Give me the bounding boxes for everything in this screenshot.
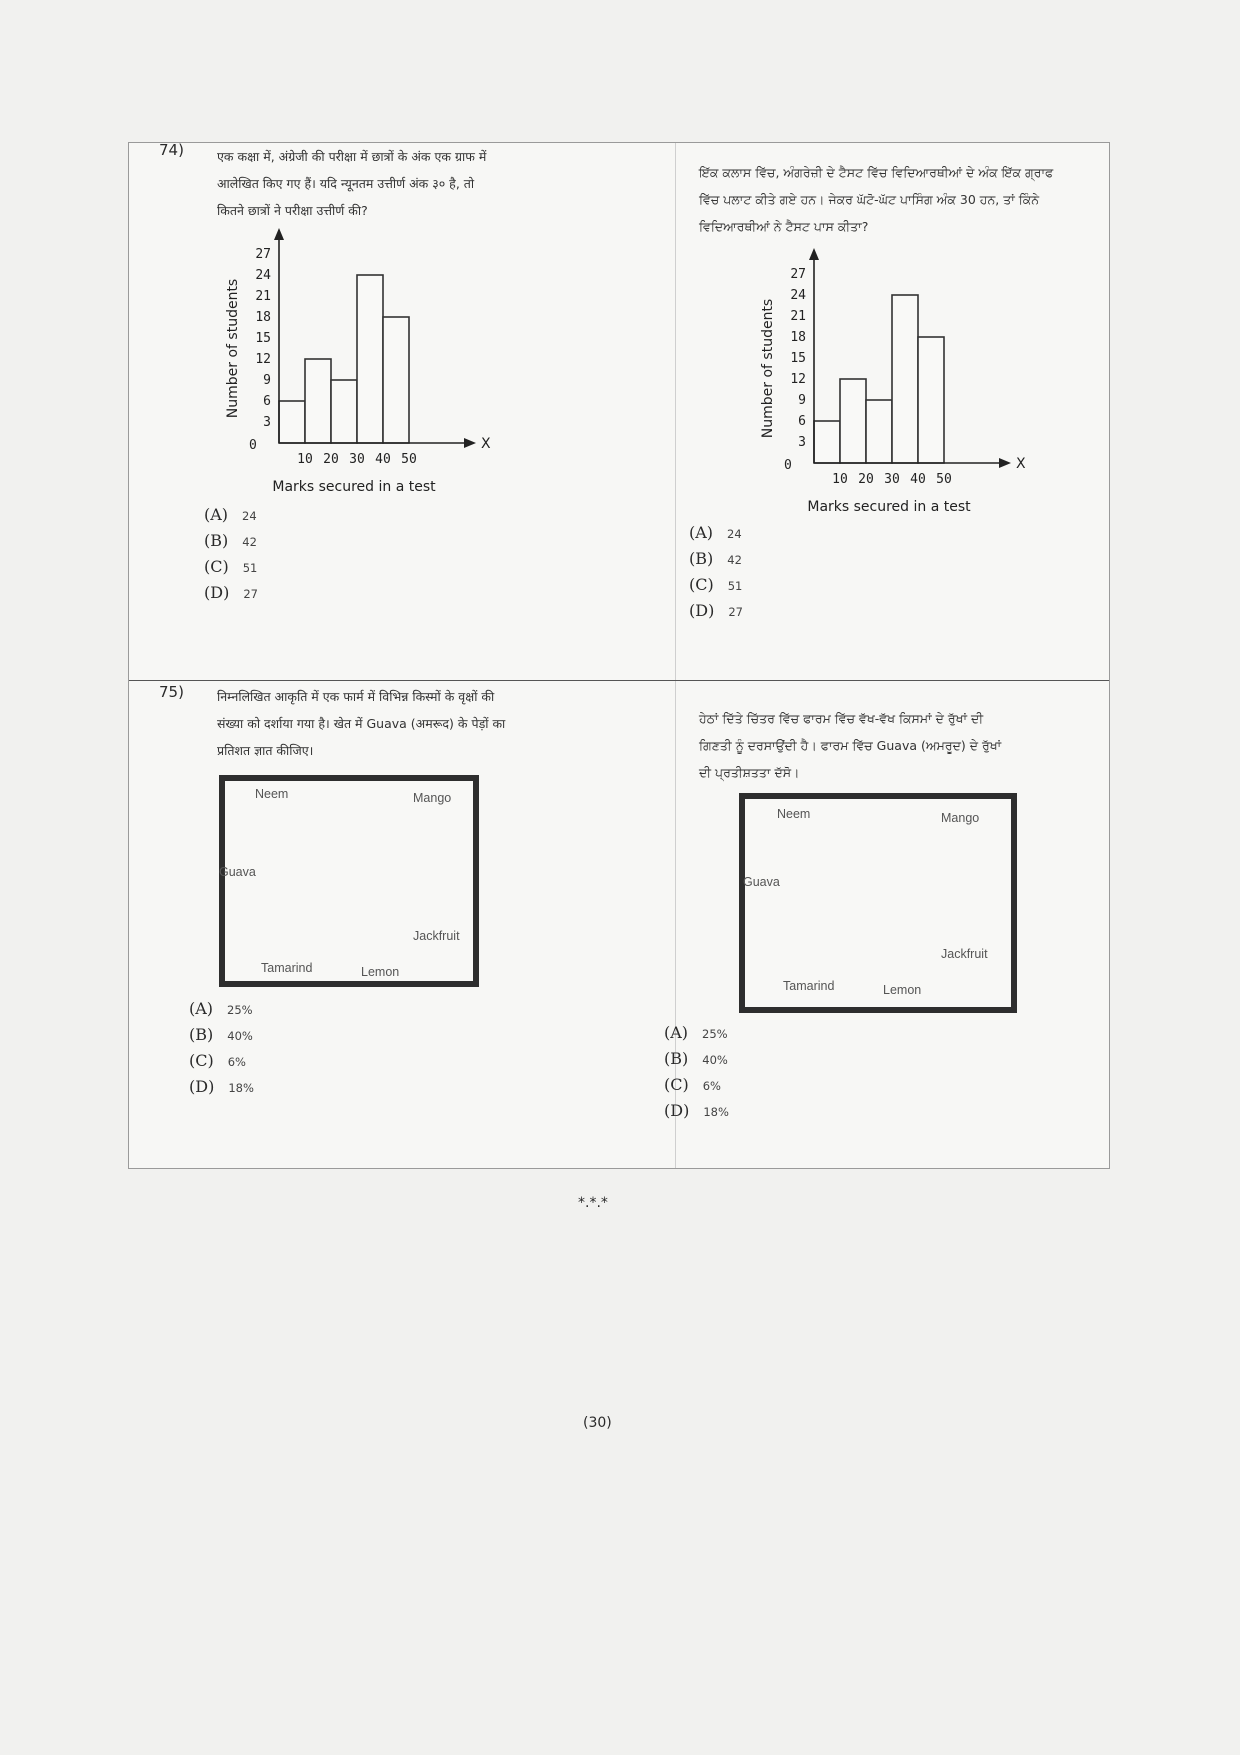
tree-neem: Neem	[255, 787, 289, 801]
y-tick-label: 27	[255, 247, 271, 262]
x-tick-label: 40	[910, 472, 926, 487]
tree-jackfruit: Jackfruit	[413, 929, 460, 943]
q75-option-b-pa[interactable]: (B) 40%	[664, 1049, 728, 1068]
question-74-text-hindi: एक कक्षा में, अंग्रेजी की परीक्षा में छात्रों के अंक एक ग्राफ में आलेखित किए गए हैं। यदि न्यूनतम उत्तीर्ण अंक ३० है, तो कितने छात्रों ने परीक्षा उत्तीर्ण की?	[217, 149, 487, 218]
y-tick-label: 24	[790, 288, 806, 303]
histogram-bar	[305, 359, 331, 443]
q74-option-a[interactable]: (A) 24	[204, 505, 257, 524]
x-tick-label: 40	[375, 452, 391, 467]
question-75-text-punjabi: ਹੇਠਾਂ ਦਿੱਤੇ ਚਿੱਤਰ ਵਿੱਚ ਫਾਰਮ ਵਿੱਚ ਵੱਖ-ਵੱਖ ਕਿਸਮਾਂ ਦੇ ਰੁੱਖਾਂ ਦੀ ਗਿਣਤੀ ਨੂੰ ਦਰਸਾਉਂਦੀ ਹੈ। ਫਾਰਮ ਵਿੱਚ Guava (ਅਮਰੂਦ) ਦੇ ਰੁੱਖਾਂ ਦੀ ਪ੍ਰਤੀਸ਼ਤਤਾ ਦੱਸੋ।	[699, 711, 1002, 780]
question-sheet	[128, 142, 1110, 1169]
histogram-bar	[383, 317, 409, 443]
q74-option-a-pa[interactable]: (A) 24	[689, 523, 742, 542]
tree-mango-pa: Mango	[941, 811, 980, 825]
q74-option-b-pa[interactable]: (B) 42	[689, 549, 742, 568]
tree-lemon-pa: Lemon	[883, 983, 922, 997]
x-axis-letter: X	[1016, 456, 1026, 472]
y-tick-label: 3	[798, 435, 806, 450]
q74-option-b[interactable]: (B) 42	[204, 531, 257, 550]
q74-option-d[interactable]: (D) 27	[204, 583, 258, 602]
y-tick-label: 27	[790, 267, 806, 282]
y-tick-label: 18	[255, 310, 271, 325]
x-tick-label: 10	[832, 472, 848, 487]
y-tick-label: 12	[255, 352, 271, 367]
q75-option-c-pa[interactable]: (C) 6%	[664, 1075, 721, 1094]
y-tick-label: 6	[798, 414, 806, 429]
q75-option-a[interactable]: (A) 25%	[189, 999, 253, 1018]
x-tick-label: 50	[936, 472, 952, 487]
y-tick-label: 9	[798, 393, 806, 408]
y-tick-label: 9	[263, 373, 271, 388]
x-axis-label: Marks secured in a test	[272, 479, 436, 495]
y-axis-label: Number of students	[225, 278, 241, 419]
chart-q74-punjabi	[754, 253, 1034, 527]
x-tick-label: 50	[401, 452, 417, 467]
tree-lemon: Lemon	[361, 965, 400, 979]
q75-option-c[interactable]: (C) 6%	[189, 1051, 246, 1070]
question-number-74: 74)	[159, 141, 184, 159]
y-tick-label: 21	[790, 309, 806, 324]
question-separator	[129, 680, 1109, 681]
x-tick-label: 30	[884, 472, 900, 487]
y-tick-label: 24	[255, 268, 271, 283]
x-tick-label: 20	[323, 452, 339, 467]
x-tick-label: 10	[297, 452, 313, 467]
chart-q74-hindi	[219, 233, 499, 507]
q75-option-b[interactable]: (B) 40%	[189, 1025, 253, 1044]
tree-guava: Guava	[219, 865, 256, 879]
histogram-bar	[892, 295, 918, 463]
q75-option-d[interactable]: (D) 18%	[189, 1077, 254, 1096]
q74-option-c-pa[interactable]: (C) 51	[689, 575, 743, 594]
y-tick-label: 6	[263, 394, 271, 409]
histogram-bar	[814, 421, 840, 463]
histogram-bar	[866, 400, 892, 463]
q74-option-d-pa[interactable]: (D) 27	[689, 601, 743, 620]
y-tick-label: 18	[790, 330, 806, 345]
y-axis-arrow-icon	[274, 228, 284, 240]
y-axis-label: Number of students	[760, 298, 776, 439]
origin-label: 0	[249, 438, 257, 453]
y-axis-arrow-icon	[809, 248, 819, 260]
q74-option-c[interactable]: (C) 51	[204, 557, 258, 576]
question-number-75: 75)	[159, 683, 184, 701]
question-75-text-hindi: निम्नलिखित आकृति में एक फार्म में विभिन्न किस्मों के वृक्षों की संख्या को दर्शाया गया है। खेत में Guava (अमरूद) के पेड़ों का प्रतिशत ज्ञात कीजिए।	[217, 689, 506, 758]
origin-label: 0	[784, 458, 792, 473]
histogram-bar	[331, 380, 357, 443]
x-axis-label: Marks secured in a test	[807, 499, 971, 515]
histogram-bar	[840, 379, 866, 463]
histogram-bar	[279, 401, 305, 443]
x-axis-arrow-icon	[464, 438, 476, 448]
question-74-text-punjabi: ਇੱਕ ਕਲਾਸ ਵਿੱਚ, ਅੰਗਰੇਜ਼ੀ ਦੇ ਟੈਸਟ ਵਿੱਚ ਵਿਦਿਆਰਥੀਆਂ ਦੇ ਅੰਕ ਇੱਕ ਗ੍ਰਾਫ ਵਿੱਚ ਪਲਾਟ ਕੀਤੇ ਗਏ ਹਨ। ਜੇਕਰ ਘੱਟੋ-ਘੱਟ ਪਾਸਿੰਗ ਅੰਕ 30 ਹਨ, ਤਾਂ ਕਿੰਨੇ ਵਿਦਿਆਰਥੀਆਂ ਨੇ ਟੈਸਟ ਪਾਸ ਕੀਤਾ?	[699, 165, 1054, 234]
column-divider	[675, 143, 676, 1168]
x-tick-label: 30	[349, 452, 365, 467]
y-tick-label: 21	[255, 289, 271, 304]
histogram-bar	[357, 275, 383, 443]
tree-tamarind-pa: Tamarind	[783, 979, 835, 993]
tree-jackfruit-pa: Jackfruit	[941, 947, 988, 961]
x-axis-arrow-icon	[999, 458, 1011, 468]
y-tick-label: 3	[263, 415, 271, 430]
y-tick-label: 12	[790, 372, 806, 387]
tree-tamarind: Tamarind	[261, 961, 313, 975]
x-axis-letter: X	[481, 436, 491, 452]
tree-neem-pa: Neem	[777, 807, 811, 821]
farm-figure-hindi	[219, 775, 479, 987]
y-tick-label: 15	[790, 351, 806, 366]
histogram-bar	[918, 337, 944, 463]
farm-figure-punjabi	[739, 793, 1017, 1013]
q75-option-d-pa[interactable]: (D) 18%	[664, 1101, 729, 1120]
y-tick-label: 15	[255, 331, 271, 346]
q75-option-a-pa[interactable]: (A) 25%	[664, 1023, 728, 1042]
page-number: (30)	[583, 1415, 612, 1431]
tree-mango: Mango	[413, 791, 452, 805]
x-tick-label: 20	[858, 472, 874, 487]
end-mark: *.*.*	[578, 1195, 608, 1211]
tree-guava-pa: Guava	[743, 875, 780, 889]
